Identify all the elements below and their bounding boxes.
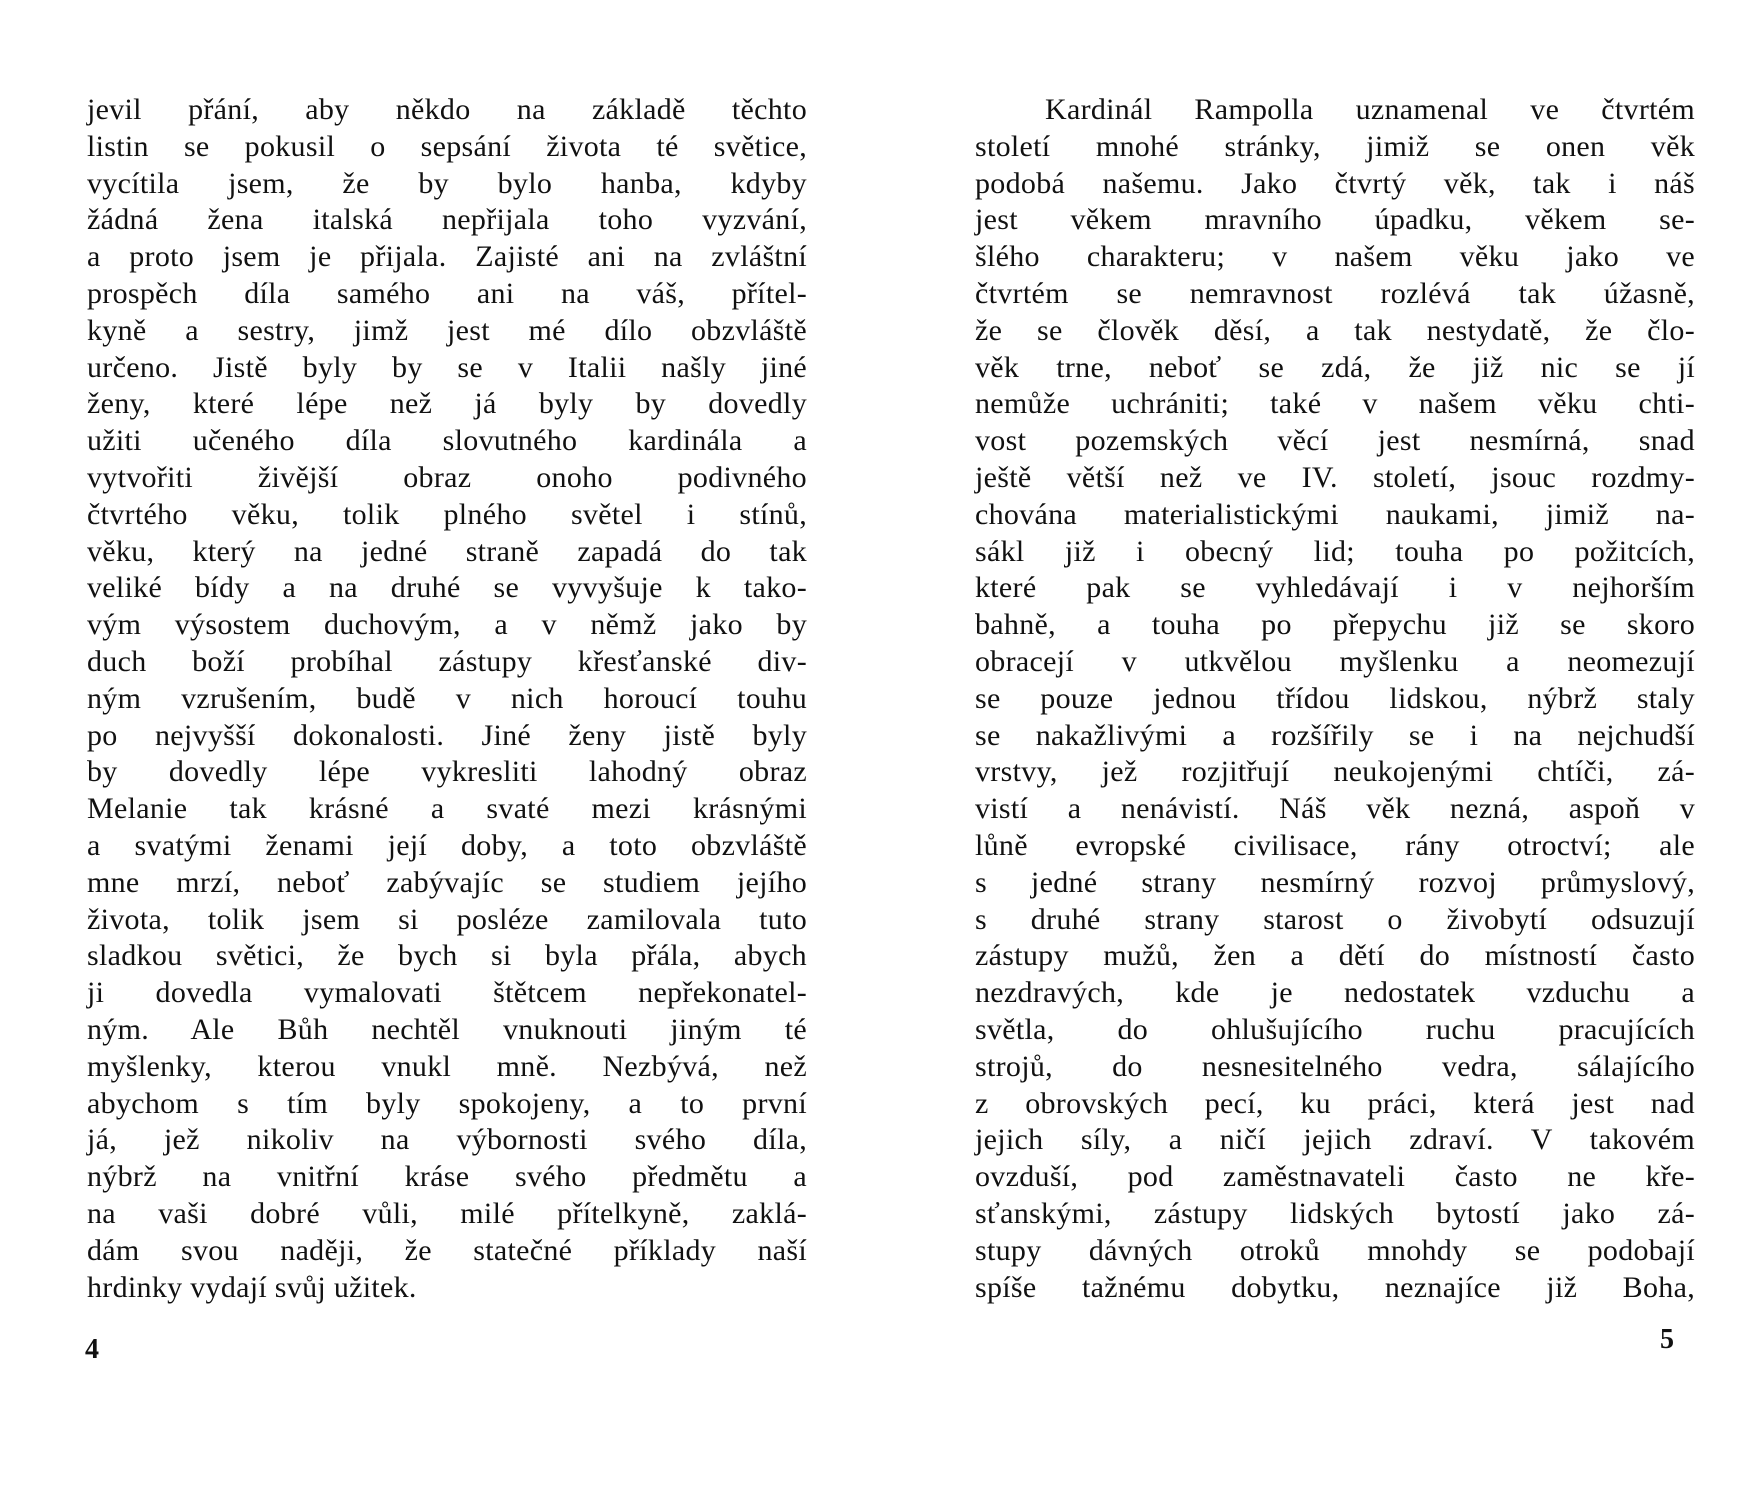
text-line: obracejí v utkvělou myšlenku a neomezují — [975, 644, 1695, 678]
text-line: strojů, do nesnesitelného vedra, sálajícího — [975, 1049, 1695, 1083]
left-page-number: 4 — [85, 1334, 99, 1365]
right-page-number: 5 — [1660, 1324, 1674, 1355]
text-line: nemůže uchrániti; také v našem věku chti- — [975, 387, 1695, 421]
text-line: že se člověk děsí, a tak nestydatě, že člo- — [975, 313, 1695, 347]
text-line: veliké bídy a na druhé se vyvyšuje k tako- — [87, 571, 807, 605]
text-line: zástupy mužů, žen a dětí do místností často — [975, 939, 1695, 973]
text-line: vistí a nenávistí. Náš věk nezná, aspoň v — [975, 792, 1695, 826]
text-line: Kardinál Rampolla uznamenal ve čtvrtém — [1045, 93, 1695, 126]
text-line: a svatými ženami její doby, a toto obzvláště — [87, 828, 807, 862]
text-line: určeno. Jistě byly by se v Italii našly jiné — [87, 350, 807, 384]
text-line: čtvrtém se nemravnost rozlévá tak úžasně, — [975, 276, 1695, 310]
text-line: šlého charakteru; v našem věku jako ve — [975, 240, 1695, 274]
text-line: jejich síly, a ničí jejich zdraví. V takovém — [975, 1123, 1695, 1157]
right-page-text — [975, 92, 1695, 1306]
text-line: s druhé strany starost o živobytí odsuzují — [975, 902, 1695, 936]
text-line: sákl již i obecný lid; touha po požitcích, — [975, 534, 1695, 568]
text-line: sťanskými, zástupy lidských bytostí jako zá- — [975, 1196, 1695, 1230]
text-line: se pouze jednou třídou lidskou, nýbrž staly — [975, 681, 1695, 715]
text-line: a proto jsem je přijala. Zajisté ani na zvláštní — [87, 240, 807, 274]
text-line: čtvrtého věku, tolik plného světel i stínů, — [87, 497, 807, 531]
text-line: spíše tažnému dobytku, neznajíce již Boha, — [975, 1270, 1695, 1304]
text-line: ještě větší než ve IV. století, jsouc rozdmy- — [975, 460, 1695, 494]
left-page — [87, 92, 807, 1306]
text-line: na vaši dobré vůli, milé přítelkyně, zaklá- — [87, 1196, 807, 1230]
text-line: by dovedly lépe vykresliti lahodný obraz — [87, 755, 807, 789]
text-line: s jedné strany nesmírný rozvoj průmyslový, — [975, 865, 1695, 899]
text-line: vycítila jsem, že by bylo hanba, kdyby — [87, 166, 807, 200]
text-line: ženy, které lépe než já byly by dovedly — [87, 387, 807, 421]
text-line: století mnohé stránky, jimiž se onen věk — [975, 129, 1695, 163]
text-line: sladkou světici, že bych si byla přála, abych — [87, 939, 807, 973]
text-line: života, tolik jsem si posléze zamilovala tuto — [87, 902, 807, 936]
text-line: ovzduší, pod zaměstnavateli často ne kře- — [975, 1160, 1695, 1194]
text-line: jest věkem mravního úpadku, věkem se- — [975, 203, 1695, 237]
text-line: kyně a sestry, jimž jest mé dílo obzvláště — [87, 313, 807, 347]
text-line: věk trne, neboť se zdá, že již nic se jí — [975, 350, 1695, 384]
text-line: bahně, a touha po přepychu již se skoro — [975, 608, 1695, 642]
text-line: nezdravých, kde je nedostatek vzduchu a — [975, 976, 1695, 1010]
text-line: stupy dávných otroků mnohdy se podobají — [975, 1233, 1695, 1267]
text-line: dám svou naději, že statečné příklady naší — [87, 1233, 807, 1267]
text-line: světla, do ohlušujícího ruchu pracujících — [975, 1012, 1695, 1046]
text-line: vytvořiti živější obraz onoho podivného — [87, 460, 807, 494]
left-page-text — [87, 92, 807, 1306]
text-line: prospěch díla samého ani na váš, přítel- — [87, 276, 807, 310]
text-line: Melanie tak krásné a svaté mezi krásnými — [87, 792, 807, 826]
text-line: vým výsostem duchovým, a v němž jako by — [87, 608, 807, 642]
text-line: po nejvyšší dokonalosti. Jiné ženy jistě byly — [87, 718, 807, 752]
text-line: užiti učeného díla slovutného kardinála a — [87, 424, 807, 458]
text-line: žádná žena italská nepřijala toho vyzvání, — [87, 203, 807, 237]
text-line: abychom s tím byly spokojeny, a to první — [87, 1086, 807, 1120]
text-line: chována materialistickými naukami, jimiž na- — [975, 497, 1695, 531]
text-line: ji dovedla vymalovati štětcem nepřekonatel- — [87, 976, 807, 1010]
text-line: listin se pokusil o sepsání života té světice, — [87, 129, 807, 163]
text-line: vrstvy, jež rozjitřují neukojenými chtíči, zá- — [975, 755, 1695, 789]
text-line: mne mrzí, neboť zabývajíc se studiem jejího — [87, 865, 807, 899]
text-line: myšlenky, kterou vnukl mně. Nezbývá, než — [87, 1049, 807, 1083]
text-line: já, jež nikoliv na výbornosti svého díla, — [87, 1123, 807, 1157]
text-line: nýbrž na vnitřní kráse svého předmětu a — [87, 1160, 807, 1194]
text-line: ným. Ale Bůh nechtěl vnuknouti jiným té — [87, 1012, 807, 1046]
text-line: z obrovských pecí, ku práci, která jest nad — [975, 1086, 1695, 1120]
text-line: lůně evropské civilisace, rány otroctví; ale — [975, 828, 1695, 862]
text-line: vost pozemských věcí jest nesmírná, snad — [975, 424, 1695, 458]
text-line: se nakažlivými a rozšířily se i na nejchudší — [975, 718, 1695, 752]
text-line: hrdinky vydají svůj užitek. — [87, 1270, 417, 1304]
text-line: ným vzrušením, budě v nich horoucí touhu — [87, 681, 807, 715]
text-line: jevil přání, aby někdo na základě těchto — [87, 93, 807, 126]
text-line: duch boží probíhal zástupy křesťanské div- — [87, 644, 807, 678]
right-page — [975, 92, 1695, 1306]
text-line: které pak se vyhledávají i v nejhorším — [975, 571, 1695, 605]
text-line: věku, který na jedné straně zapadá do tak — [87, 534, 807, 568]
text-line: podobá našemu. Jako čtvrtý věk, tak i náš — [975, 166, 1695, 200]
